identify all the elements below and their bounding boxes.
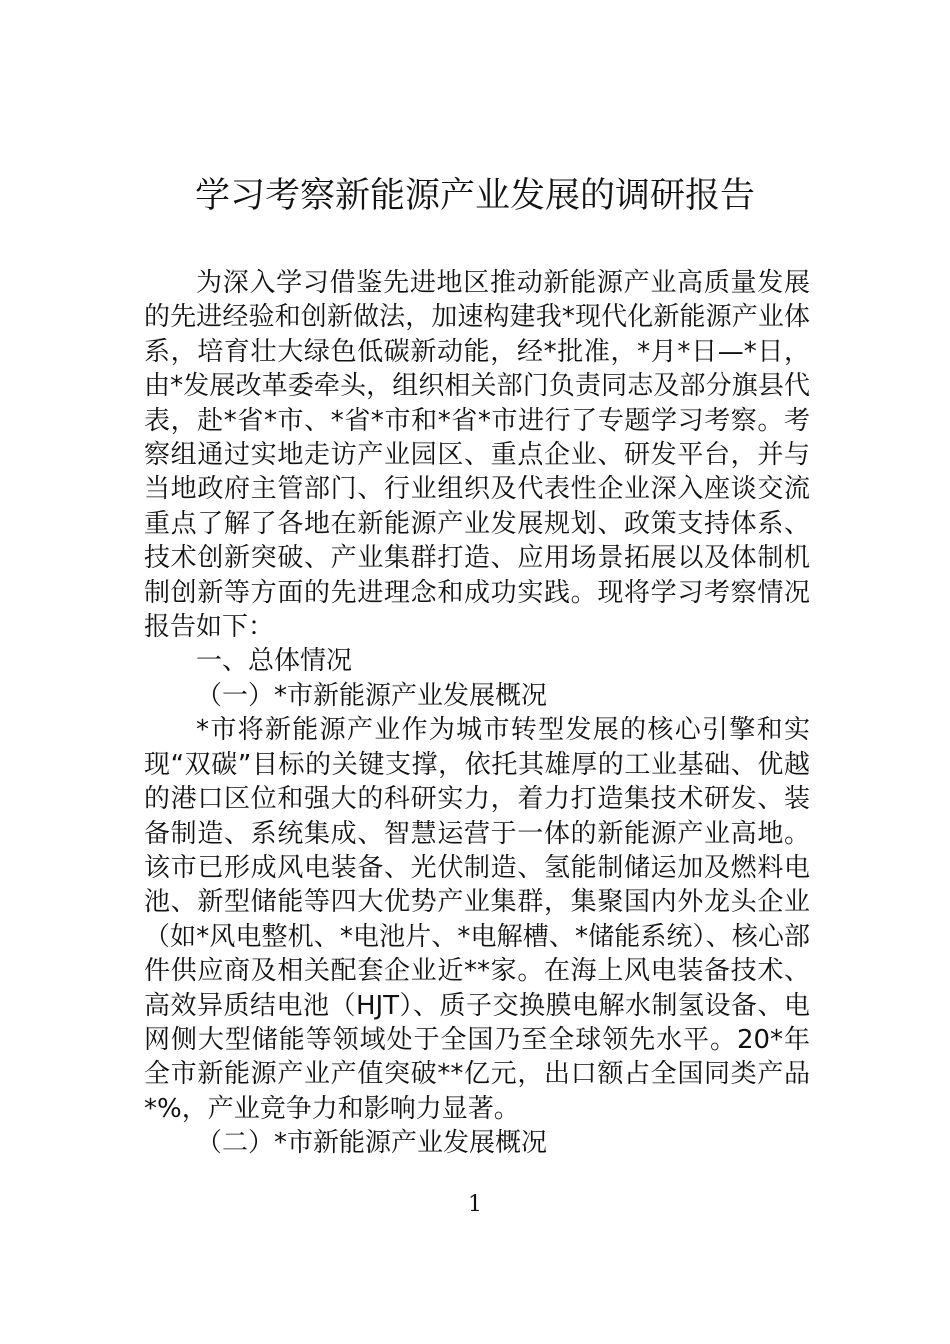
document-title: 学习考察新能源产业发展的调研报告 bbox=[194, 176, 755, 216]
section-heading-1: 一、总体情况 bbox=[196, 646, 353, 677]
intro-paragraph: 为深入学习借鉴先进地区推动新能源产业高质量发展的先进经验和创新做法，加速构建我*现代化新能源产业体系，培育壮大绿色低碳新动能，经*批准，*月*日—*日，由*发展改革委牵头，组织相关部门负责同志及部分旗县代表，赴*省*市、*省*市和*省*市进行了专题学习考察。考察组通过实地走访产业园区、重点企业、研发平台，并与当地政府主管部门、行业组织及代表性企业深入座谈交流重点了解了各地在新能源产业发展规划、政策支持体系、技术创新突破、产业集群打造、应用场景拓展以及体制机制创新等方面的先进理念和成功实践。现将学习考察情况报告如下： bbox=[144, 268, 810, 643]
page-number: 1 bbox=[468, 1192, 482, 1217]
subsection-heading-1: （一）*市新能源产业发展概况 bbox=[196, 680, 548, 711]
subsection-paragraph-1: *市将新能源产业作为城市转型发展的核心引擎和实现“双碳”目标的关键支撑，依托其雄厚的工业基础、优越的港口区位和强大的科研实力，着力打造集技术研发、装备制造、系统集成、智慧运营于一体的新能源产业高地。该市已形成风电装备、光伏制造、氢能制储运加及燃料电池、新型储能等四大优势产业集群，集聚国内外龙头企业（如*风电整机、*电池片、*电解槽、*储能系统）、核心部件供应商及相关配套企业近**家。在海上风电装备技术、高效异质结电池（HJT）、质子交换膜电解水制氢设备、电网侧大型储能等领域处于全国乃至全球领先水平。20*年全市新能源产业产值突破**亿元，出口额占全国同类产品*%，产业竞争力和影响力显著。 bbox=[144, 715, 810, 1124]
document-body bbox=[144, 266, 810, 1161]
subsection-heading-2: （二）*市新能源产业发展概况 bbox=[196, 1128, 548, 1159]
